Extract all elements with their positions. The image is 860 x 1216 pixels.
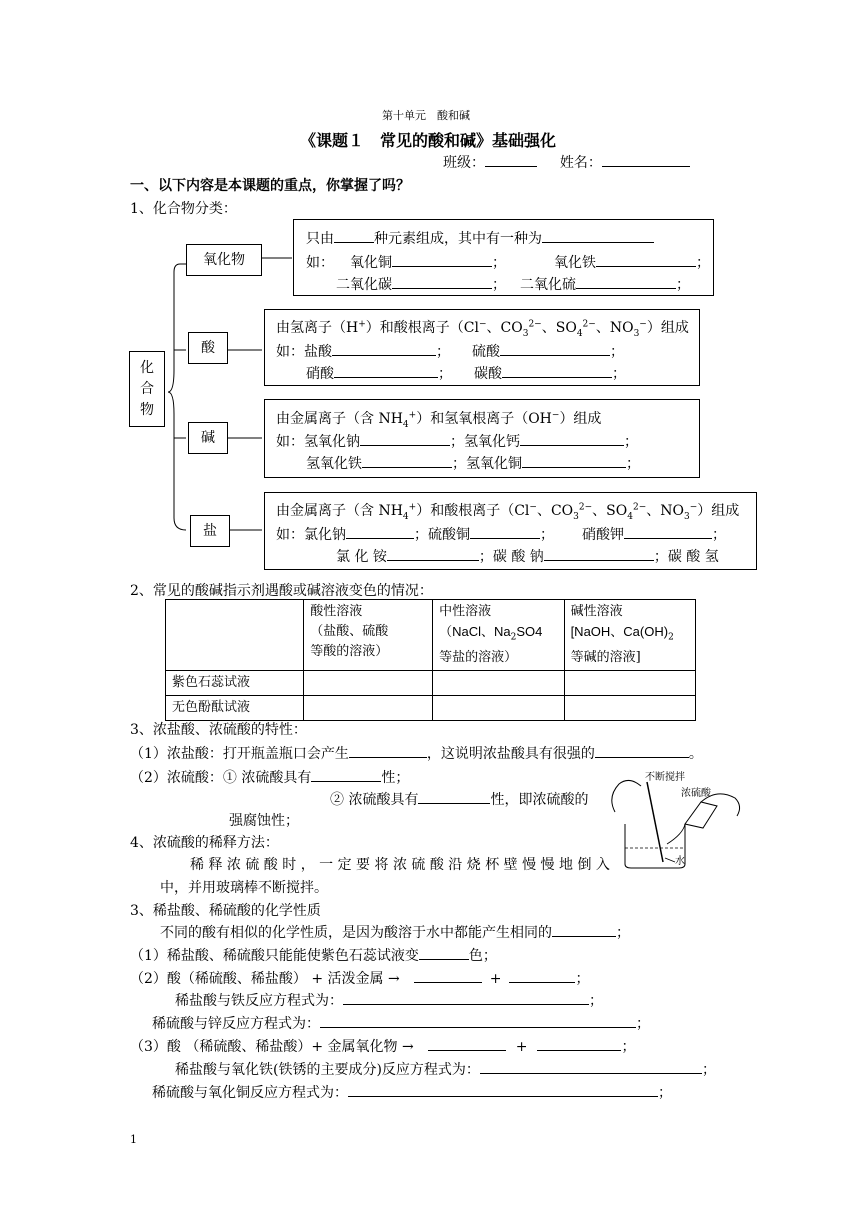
col-neutral-1: 中性溶液 <box>439 604 492 619</box>
q1-title: 1、化合物分类： <box>130 201 237 217</box>
q5-p2-fe: 稀盐酸与铁反应方程式为： ； <box>175 990 603 1010</box>
oxide-line2: 如： 氧化铜 ； 氧化铁 ； <box>306 252 710 272</box>
q3-h2so4-3: 强腐蚀性； <box>229 813 299 829</box>
q3-hcl: （1）浓盐酸：打开瓶盖瓶口会产生 ，这说明浓盐酸具有很强的 。 <box>130 743 703 763</box>
q4-title: 4、浓硫酸的稀释方法： <box>130 835 279 851</box>
q5-title: 3、稀盐酸、稀硫酸的化学性质 <box>130 903 321 919</box>
name-label: 姓名： <box>559 155 602 171</box>
oxide-label: 氧化物 <box>186 244 262 276</box>
indicator-table: 酸性溶液 （盐酸、硫酸 等酸的溶液） 中性溶液 （NaCl、$Na_2SO4$ 等盐的溶液） 碱性溶液 [NaOH、$Ca(OH)_2$ 等碱的溶液] 紫色石蕊试液 无色酚酞试液 <box>165 599 696 721</box>
base-line2: 如：氢氧化钠 ；氢氧化钙 ； <box>276 431 638 451</box>
oxide-line3: 二氧化碳 ； 二氧化硫 ； <box>336 274 690 294</box>
col-base-1: 碱性溶液 <box>570 604 623 619</box>
q2-title: 2、常见的酸碱指示剂遇酸或碱溶液变色的情况： <box>130 583 433 599</box>
q4-line1: 稀 释 浓 硫 酸 时 ， 一 定 要 将 浓 硫 酸 沿 烧 杯 壁 慢 慢 地 倒 入 <box>190 857 610 873</box>
page-title: 《课题１ 常见的酸和碱》基础强化 <box>300 133 557 150</box>
q3-title: 3、浓盐酸、浓硫酸的特性： <box>130 722 307 738</box>
label-stir: 不断搅拌 <box>645 772 685 783</box>
dilution-figure <box>605 762 745 872</box>
acid-label: 酸 <box>188 332 228 364</box>
q5-intro: 不同的酸有相似的化学性质，是因为酸溶于水中都能产生相同的 ； <box>160 922 630 942</box>
acid-desc: 由氢离子（H+）和酸根离子（Cl−、$CO_3^{2-}$、$SO_4^{2-}$、$NO_3^-$）组成 <box>276 319 689 339</box>
q5-p3: （3）酸 （稀硫酸、稀盐酸）+ 金属氧化物 → + ； <box>130 1036 635 1056</box>
compound-label: 化合物 <box>129 351 165 427</box>
q5-p3-cu: 稀硫酸与氧化铜反应方程式为： ； <box>152 1082 672 1102</box>
col-acid-1: 酸性溶液 <box>310 604 363 619</box>
acid-line3: 硝酸 ； 碳酸 ； <box>306 363 626 383</box>
q3-h2so4-2: ② 浓硫酸具有 性，即浓硫酸的 <box>330 789 588 809</box>
salt-label: 盐 <box>190 515 230 547</box>
salt-line2: 如：氯化钠 ；硫酸铜 ； 硝酸钾 ； <box>276 524 726 544</box>
base-line3: 氢氧化铁 ；氢氧化铜 ； <box>306 453 640 473</box>
section-heading: 一、以下内容是本课题的重点，你掌握了吗？ <box>130 178 410 194</box>
q5-p1: （1）稀盐酸、稀硫酸只能能使紫色石蕊试液变 色； <box>130 945 497 965</box>
row-phenolphthalein: 无色酚酞试液 <box>166 695 304 720</box>
salt-line3: 氯 化 铵 ；碳 酸 钠 ；碳 酸 氢 <box>336 546 719 566</box>
q3-h2so4: （2）浓硫酸：① 浓硫酸具有 性； <box>130 767 409 787</box>
q5-p2: （2）酸（稀硫酸、稀盐酸） + 活泼金属 → + ； <box>130 968 589 988</box>
row-litmus: 紫色石蕊试液 <box>166 670 304 695</box>
q5-p2-zn: 稀硫酸与锌反应方程式为： ； <box>152 1013 650 1033</box>
unit-title: 第十单元 酸和碱 <box>382 109 470 122</box>
col-acid-2: （盐酸、硫酸 <box>310 624 389 639</box>
class-label: 班级： <box>443 155 485 171</box>
q5-p3-fe: 稀盐酸与氧化铁(铁锈的主要成分)反应方程式为： ； <box>175 1059 716 1079</box>
label-acid: 浓硫酸 <box>681 788 711 799</box>
oxide-line1: 只由 种元素组成，其中有一种为 <box>306 228 654 248</box>
acid-line2: 如：盐酸 ； 硫酸 ； <box>276 341 624 361</box>
col-acid-3: 等酸的溶液） <box>310 644 389 659</box>
salt-desc: 由金属离子（含 $NH_4^+$）和酸根离子（Cl−、$CO_3^{2-}$、$SO_4^{2-}$、$NO_3^-$）组成 <box>276 502 740 522</box>
q4-line2: 中，并用玻璃棒不断搅拌。 <box>160 880 328 896</box>
base-label: 碱 <box>188 422 228 454</box>
label-water: 水 <box>675 856 685 867</box>
base-desc: 由金属离子（含 $NH_4^+$）和氢氧根离子（OH−）组成 <box>276 410 602 430</box>
page-number: 1 <box>130 1133 137 1146</box>
